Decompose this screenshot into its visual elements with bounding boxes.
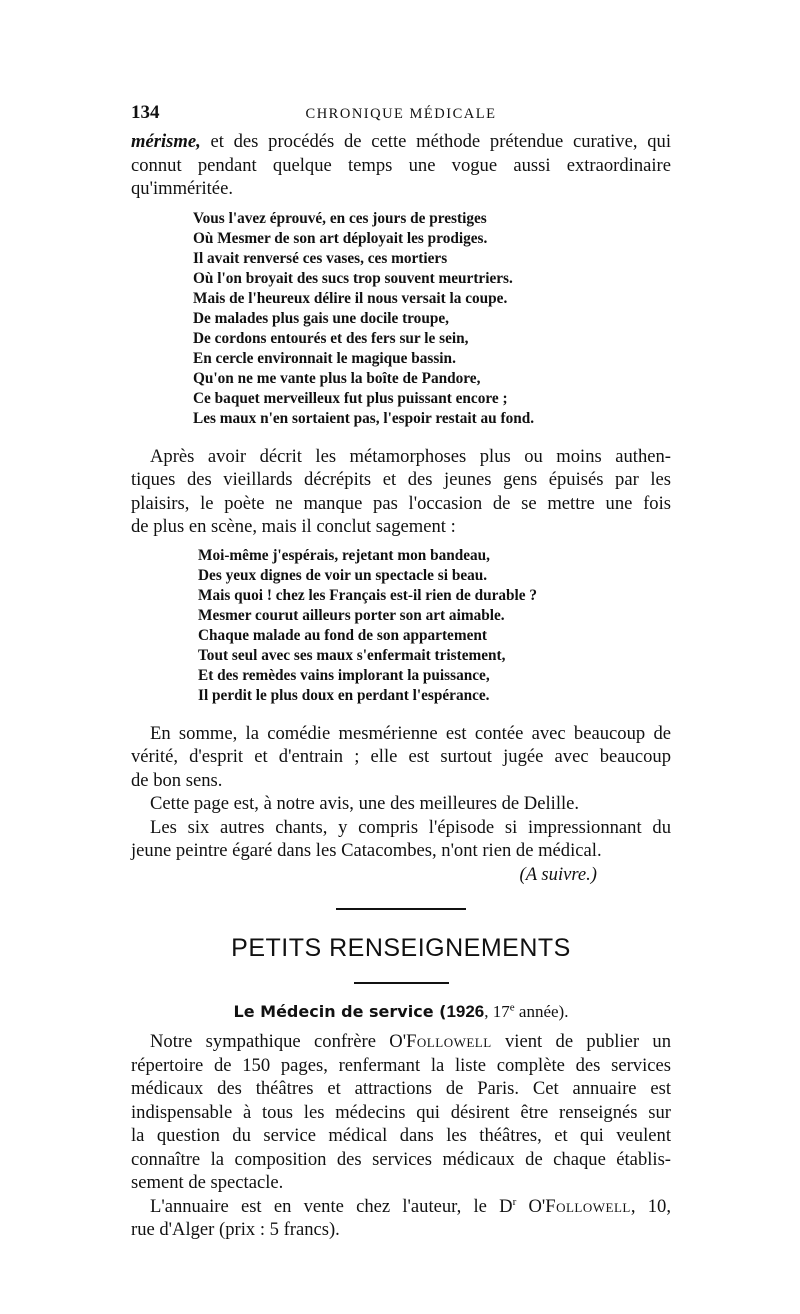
verse-line: Mesmer courut ailleurs porter son art aimable. [198, 606, 505, 624]
text-line: Après avoir décrit les métamorphoses plus ou moins authen- [150, 445, 671, 467]
subheading-text: Le Médecin de service ( [233, 1002, 447, 1021]
verse-line: De cordons entourés et des fers sur le sein, [193, 329, 469, 347]
paragraph-metamorphoses [131, 445, 671, 539]
verse-line: Il avait renversé ces vases, ces mortiers [193, 249, 448, 267]
page-number: 134 [131, 102, 160, 123]
superscript: e [509, 1001, 515, 1014]
text-line: Les six autres chants, y compris l'épisode si impressionnant du [150, 816, 671, 838]
verse-line: Moi-même j'espérais, rejetant mon bandeau, [198, 546, 491, 564]
text-line: En somme, la comédie mesmérienne est contée avec beaucoup de [150, 722, 671, 744]
superscript: r [512, 1195, 517, 1208]
verse-line: Où Mesmer de son art déployait les prodiges. [193, 229, 488, 247]
verse-block-1 [193, 209, 671, 429]
text-line: rue d'Alger (prix : 5 francs). [131, 1219, 340, 1240]
paragraph-six-chants [131, 816, 671, 863]
text-line [131, 130, 671, 154]
verse-line: De malades plus gais une docile troupe, [193, 309, 449, 327]
text-line: qu'imméritée. [131, 178, 233, 199]
verse-line: Il perdit le plus doux en perdant l'espérance. [198, 686, 490, 704]
text-line: indispensable à tous les médecins qui désirent être renseignés sur [131, 1101, 671, 1123]
text-run: , 10, [630, 1195, 671, 1217]
verse-line: Mais quoi ! chez les Français est-il rien de durable ? [198, 586, 538, 604]
to-be-continued: (A suivre.) [519, 863, 597, 885]
text-line: la question du service médical dans les théâtres, et qui veulent [131, 1125, 671, 1146]
text-line: connaître la composition des services médicaux de chaque établis- [131, 1148, 671, 1170]
author-name: Followell [406, 1031, 492, 1052]
verse-line: Des yeux dignes de voir un spectacle si beau. [198, 566, 488, 584]
text-run: O' [516, 1195, 546, 1217]
heading-divider [354, 982, 449, 984]
intro-paragraph [131, 130, 671, 201]
text-line: tiques des vieillards décrépits et des jeunes gens épuisés par les [131, 469, 671, 490]
page [131, 100, 671, 1242]
subheading-year: 1926 [446, 1002, 485, 1021]
verse-line: Vous l'avez éprouvé, en ces jours de prestiges [193, 209, 487, 227]
verse-line: Qu'on ne me vante plus la boîte de Pandore, [193, 369, 481, 387]
journal-title: CHRONIQUE MÉDICALE [305, 106, 497, 122]
text-line [131, 1030, 671, 1054]
article-paragraph-2 [131, 1195, 671, 1242]
article-subheading [131, 1002, 671, 1022]
running-head [131, 100, 671, 130]
verse-line: Mais de l'heureux délire il nous versait la coupe. [193, 289, 508, 307]
verse-block-2 [198, 546, 671, 706]
section-divider [336, 908, 466, 910]
text-line: connut pendant quelque temps une vogue aussi extraordinaire [131, 154, 671, 176]
subheading-edition-number: , 17 [484, 1002, 510, 1021]
section-title: PETITS RENSEIGNEMENTS [231, 934, 571, 962]
verse-line: Les maux n'en sortaient pas, l'espoir restait au fond. [193, 409, 535, 427]
emphasized-word: mérisme, [131, 131, 201, 152]
text-line: répertoire de 150 pages, renfermant la liste complète des services [131, 1054, 671, 1076]
text-line: vérité, d'esprit et d'entrain ; elle est surtout jugée avec beaucoup [131, 746, 671, 767]
author-name: Followell [545, 1195, 631, 1217]
text-line [131, 1195, 671, 1219]
text-run: Notre sympathique confrère O' [150, 1031, 407, 1052]
article-paragraph-1 [131, 1030, 671, 1195]
paragraph-delille [131, 792, 671, 816]
text-line: de plus en scène, mais il conclut sagement : [131, 516, 456, 537]
subheading-edition-word: année). [514, 1002, 569, 1021]
verse-line: Ce baquet merveilleux fut plus puissant encore ; [193, 389, 508, 407]
verse-line: Et des remèdes vains implorant la puissance, [198, 666, 490, 684]
text-line: Cette page est, à notre avis, une des meilleures de Delille. [150, 793, 580, 814]
text-run: et des procédés de cette méthode prétendue curative, qui [200, 131, 671, 152]
text-run: L'annuaire est en vente chez l'auteur, le D [150, 1195, 513, 1217]
text-line: plaisirs, le poète ne manque pas l'occasion de se mettre une fois [131, 492, 671, 514]
signoff-paragraph [131, 863, 671, 887]
subheading-edition [484, 1002, 568, 1021]
text-run: vient de publier un [491, 1031, 671, 1052]
text-line: sement de spectacle. [131, 1172, 284, 1193]
verse-line: En cercle environnait le magique bassin. [193, 349, 456, 367]
text-line: de bon sens. [131, 769, 223, 791]
text-line: médicaux des théâtres et attractions de Paris. Cet annuaire est [131, 1078, 671, 1099]
verse-line: Où l'on broyait des sucs trop souvent meurtriers. [193, 269, 513, 287]
verse-line: Chaque malade au fond de son appartement [198, 626, 487, 644]
text-line: jeune peintre égaré dans les Catacombes, n'ont rien de médical. [131, 840, 602, 861]
verse-line: Tout seul avec ses maux s'enfermait tristement, [198, 646, 506, 664]
paragraph-en-somme [131, 722, 671, 793]
